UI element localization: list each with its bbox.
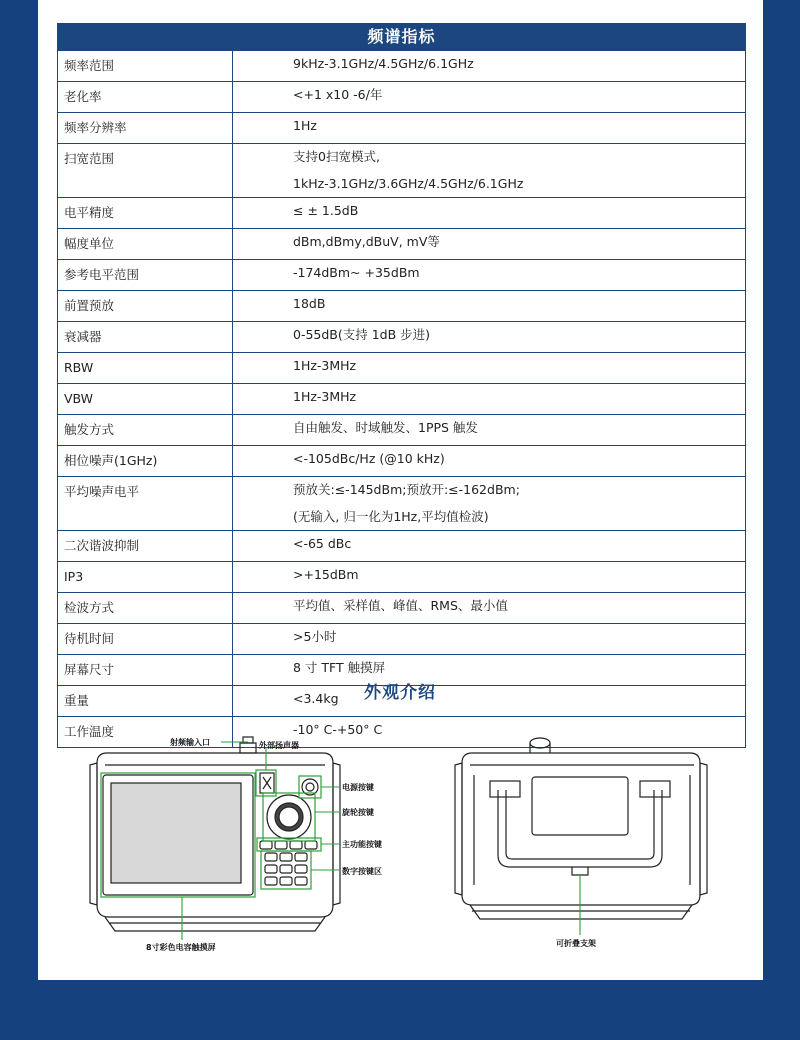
front-callout-lines — [85, 735, 385, 955]
spec-value-line: 预放关:≤-145dBm;预放开:≤-162dBm; — [293, 482, 520, 497]
spec-value-line: dBm,dBmy,dBuV, mV等 — [293, 234, 440, 249]
spec-label: 平均噪声电平 — [58, 477, 233, 531]
spec-row — [58, 113, 746, 144]
spec-value — [233, 415, 746, 446]
spec-label: 工作温度 — [58, 717, 233, 748]
callout-touchscreen: 8寸彩色电容触摸屏 — [146, 943, 216, 952]
spec-label: 重量 — [58, 686, 233, 717]
spec-value — [233, 82, 746, 113]
spec-label: IP3 — [58, 562, 233, 593]
callout-rotary-key: 旋轮按键 — [342, 808, 374, 817]
spec-label: 待机时间 — [58, 624, 233, 655]
spec-row — [58, 415, 746, 446]
spec-row — [58, 82, 746, 113]
spec-label: 老化率 — [58, 82, 233, 113]
spec-table-header: 频谱指标 — [57, 23, 746, 50]
callout-rf-input: 射频输入口 — [170, 738, 210, 747]
spec-value-line: 18dB — [293, 296, 326, 311]
spec-row — [58, 229, 746, 260]
spec-value — [233, 51, 746, 82]
spec-label: RBW — [58, 353, 233, 384]
spec-value — [233, 624, 746, 655]
spec-row — [58, 446, 746, 477]
spec-label: 触发方式 — [58, 415, 233, 446]
device-back-view — [450, 735, 715, 935]
spec-value-line: -10° C-+50° C — [293, 722, 383, 737]
spec-value — [233, 477, 746, 531]
spec-label: VBW — [58, 384, 233, 415]
spec-label: 频率范围 — [58, 51, 233, 82]
spec-value — [233, 322, 746, 353]
spec-label: 前置预放 — [58, 291, 233, 322]
spec-value — [233, 144, 746, 198]
spec-value — [233, 353, 746, 384]
spec-row — [58, 624, 746, 655]
spec-label: 屏幕尺寸 — [58, 655, 233, 686]
spec-value-line: 支持0扫宽模式, — [293, 149, 380, 164]
spec-value-line: 1Hz — [293, 118, 317, 133]
spec-table — [57, 50, 746, 748]
spec-label: 二次谐波抑制 — [58, 531, 233, 562]
spec-row — [58, 353, 746, 384]
spec-label: 电平精度 — [58, 198, 233, 229]
spec-value-line: <-65 dBc — [293, 536, 352, 551]
spec-value — [233, 593, 746, 624]
spec-row — [58, 51, 746, 82]
spec-value — [233, 291, 746, 322]
spec-label: 幅度单位 — [58, 229, 233, 260]
spec-value-line: -174dBm~ +35dBm — [293, 265, 420, 280]
spec-value-line: ≤ ± 1.5dB — [293, 203, 359, 218]
spec-row — [58, 144, 746, 198]
spec-value — [233, 113, 746, 144]
callout-main-function-key: 主功能按键 — [342, 840, 382, 849]
spec-row — [58, 260, 746, 291]
spec-label: 扫宽范围 — [58, 144, 233, 198]
spec-value-line: 1kHz-3.1GHz/3.6GHz/4.5GHz/6.1GHz — [293, 175, 524, 191]
spec-row — [58, 562, 746, 593]
spec-value-line: 0-55dB(支持 1dB 步进) — [293, 327, 431, 342]
spec-value — [233, 384, 746, 415]
spec-label: 检波方式 — [58, 593, 233, 624]
spec-value-line: 1Hz-3MHz — [293, 358, 357, 373]
spec-value-line: <3.4kg — [293, 691, 339, 706]
spec-value-line: >5小时 — [293, 629, 337, 644]
spec-value — [233, 260, 746, 291]
spec-value — [233, 562, 746, 593]
spec-row — [58, 291, 746, 322]
spec-row — [58, 384, 746, 415]
spec-label: 参考电平范围 — [58, 260, 233, 291]
spec-value-line: 自由触发、时域触发、1PPS 触发 — [293, 420, 478, 435]
callout-power-key: 电源按键 — [342, 783, 374, 792]
spec-value-line: (无输入, 归一化为1Hz,平均值检波) — [293, 508, 489, 524]
spec-row — [58, 477, 746, 531]
spec-value-line: 8 寸 TFT 触摸屏 — [293, 660, 386, 675]
spec-label: 相位噪声(1GHz) — [58, 446, 233, 477]
spec-value-line: 1Hz-3MHz — [293, 389, 357, 404]
spec-value-line: >+15dBm — [293, 567, 359, 582]
spec-value — [233, 531, 746, 562]
spec-value — [233, 198, 746, 229]
callout-speaker: 外部扬声器 — [259, 741, 299, 750]
spec-value-line: 平均值、采样值、峰值、RMS、最小值 — [293, 598, 508, 613]
callout-numeric-keys: 数字按键区 — [342, 867, 382, 876]
spec-value — [233, 229, 746, 260]
spec-label: 频率分辨率 — [58, 113, 233, 144]
spec-row — [58, 322, 746, 353]
spec-value — [233, 446, 746, 477]
spec-row — [58, 198, 746, 229]
callout-stand: 可折叠支架 — [556, 939, 596, 948]
spec-value-line: <+1 x10 -6/年 — [293, 87, 383, 102]
spec-value-line: 9kHz-3.1GHz/4.5GHz/6.1GHz — [293, 56, 474, 71]
appearance-title: 外观介绍 — [364, 683, 436, 703]
spec-row — [58, 593, 746, 624]
spec-value-line: <-105dBc/Hz (@10 kHz) — [293, 451, 445, 466]
spec-label: 衰减器 — [58, 322, 233, 353]
spec-row — [58, 531, 746, 562]
